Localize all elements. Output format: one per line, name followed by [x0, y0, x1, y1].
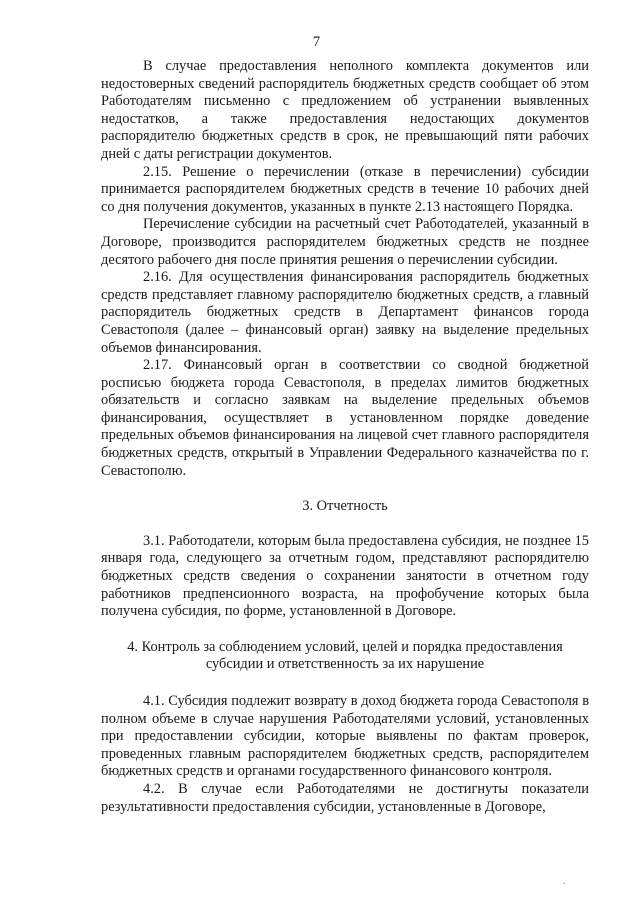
paragraph-3-1: 3.1. Работодатели, которым была предоставлена субсидия, не позднее 15 января года, следующего за отчетным годом, представляют распорядителю бюджетных средств сведения о сохранении занятости в отчетном году работников предпенсионного возраста, на профобучение которых была получена субсидия, по форме, установленной в Договоре.	[101, 532, 589, 620]
section-4-heading	[101, 639, 589, 674]
paragraph-4-2: 4.2. В случае если Работодателями не достигнуты показатели результативности предоставления субсидии, установленные в Договоре,	[101, 780, 589, 815]
document-body	[101, 58, 589, 816]
footer-mark: .	[563, 876, 566, 887]
page-number: 7	[312, 34, 321, 50]
paragraph-subsidy-transfer: Перечисление субсидии на расчетный счет Работодателей, указанный в Договоре, производится распорядителем бюджетных средств не позднее десятого рабочего дня после принятия решения о перечислении субсидии.	[101, 216, 589, 268]
section-3-heading: 3. Отчетность	[302, 498, 388, 515]
paragraph-4-1: 4.1. Субсидия подлежит возврату в доход бюджета города Севастополя в полном объеме в случае нарушения Работодателями условий, установленных при предоставлении субсидии, которые выявлены по фактам проверок, проведенных главным распорядителем бюджетных средств, распорядителем бюджетных средств и органами государственного финансового контроля.	[101, 693, 589, 780]
section-4-heading-line-2: субсидии и ответственность за их нарушение	[205, 656, 485, 673]
section-4-heading-line-1: 4. Контроль за соблюдением условий, целей и порядка предоставления	[127, 638, 563, 655]
paragraph-2-17: 2.17. Финансовый орган в соответствии со сводной бюджетной росписью бюджета города Севастополя, в пределах лимитов бюджетных обязательств и согласно заявкам на выделение предельных объемов финансирования, осуществляет в установленном порядке доведение предельных объемов финансирования на лицевой счет главного распорядителя бюджетных средств, открытый в Управлении Федерального казначейства по г. Севастополю.	[101, 357, 589, 479]
paragraph-incomplete-documents: В случае предоставления неполного комплекта документов или недостоверных сведений распорядитель бюджетных средств сообщает об этом Работодателям письменно с предложением об устранении выявленных недостатков, а также предоставления недостающих документов распорядителю бюджетных средств в срок, не превышающий пяти рабочих дней с даты регистрации документов.	[101, 58, 589, 162]
paragraph-2-16: 2.16. Для осуществления финансирования распорядитель бюджетных средств представляет главному распорядителю бюджетных средств, а главный распорядитель бюджетных средств в Департамент финансов города Севастополя (далее – финансовый орган) заявку на выделение предельных объемов финансирования.	[101, 269, 589, 356]
paragraph-2-15: 2.15. Решение о перечислении (отказе в перечислении) субсидии принимается распорядителем бюджетных средств в течение 10 рабочих дней со дня получения документов, указанных в пункте 2.13 настоящего Порядка.	[101, 163, 589, 215]
